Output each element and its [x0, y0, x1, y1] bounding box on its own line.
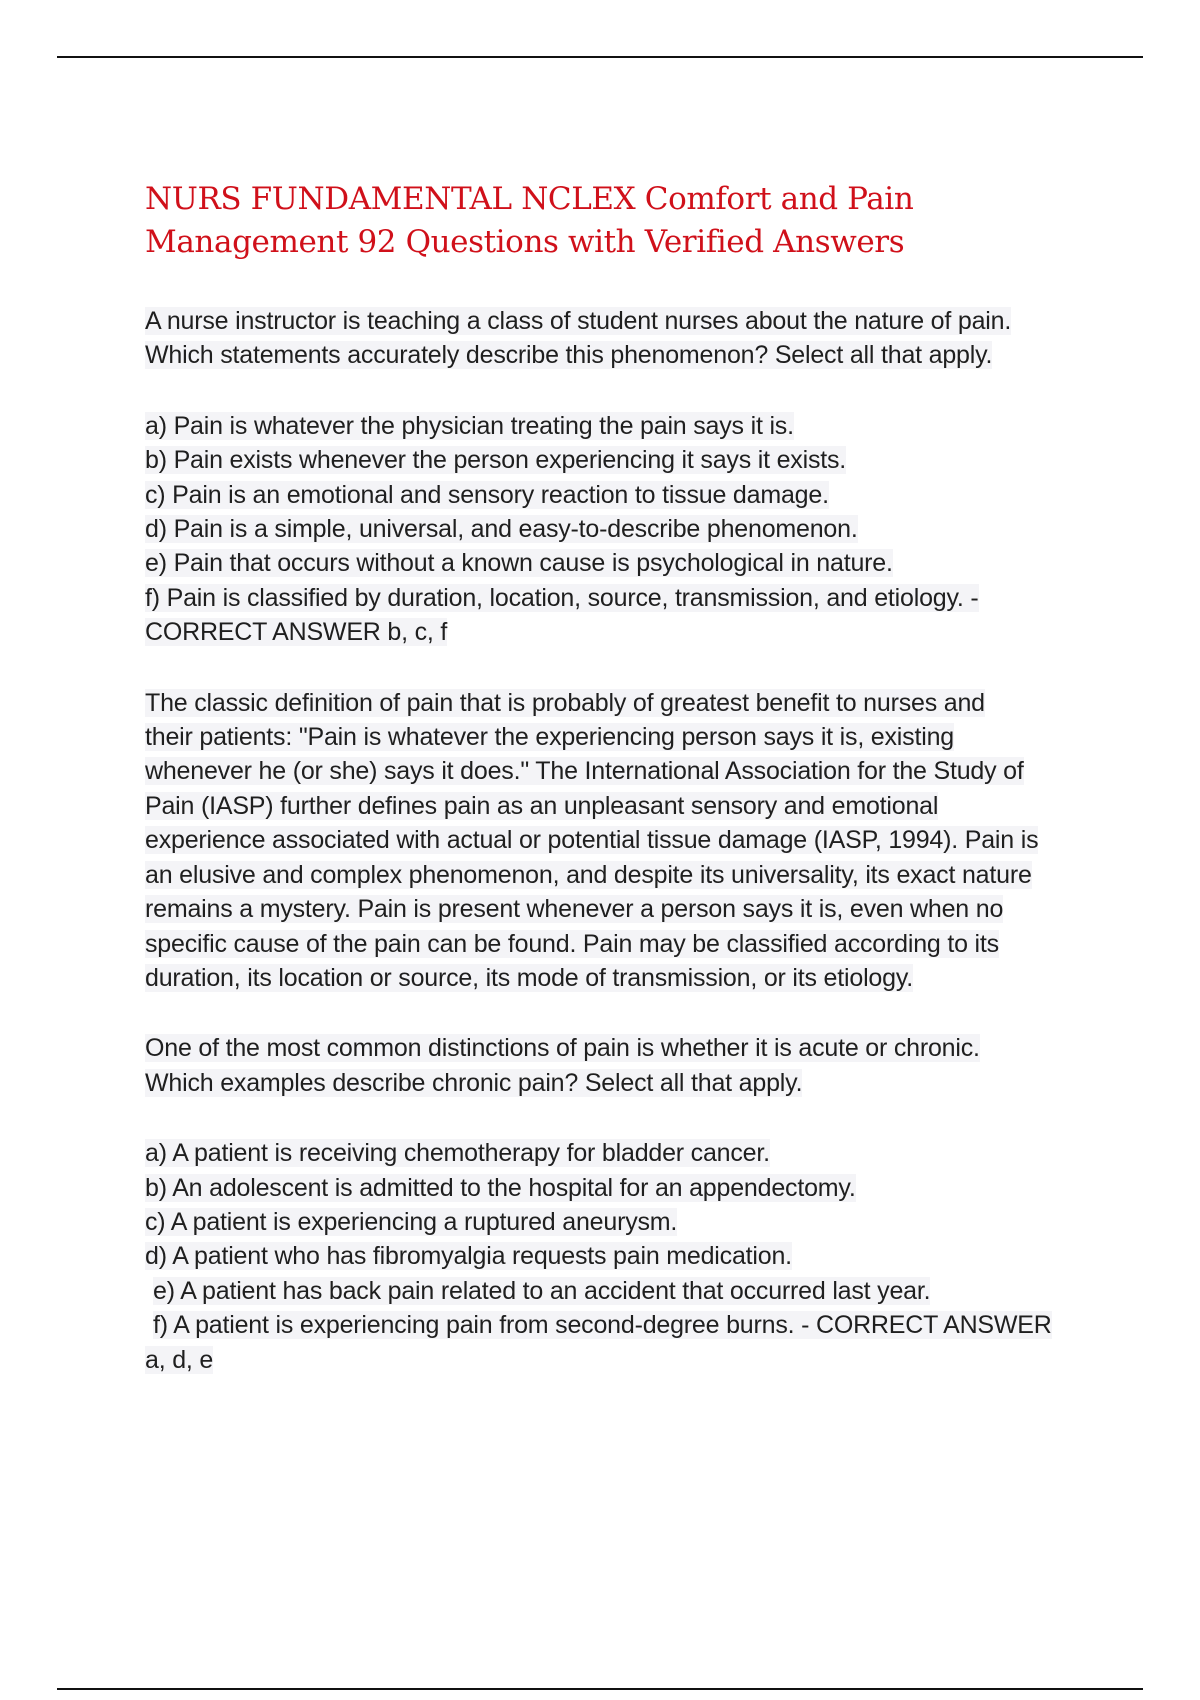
explanation-line: whenever he (or she) says it does." The International Association for the Study of: [145, 757, 1024, 786]
question-1-stem-line: Which statements accurately describe this phenomenon? Select all that apply.: [145, 341, 993, 370]
question-1-options: [145, 409, 1095, 650]
question-1-answer: CORRECT ANSWER b, c, f: [145, 618, 448, 647]
explanation-line: Pain (IASP) further defines pain as an unpleasant sensory and emotional: [145, 791, 939, 820]
question-2-option-b: b) An adolescent is admitted to the hospital for an appendectomy.: [145, 1173, 856, 1202]
document-title: [145, 178, 1095, 264]
question-2-stem-line: One of the most common distinctions of pain is whether it is acute or chronic.: [145, 1034, 980, 1063]
question-1-stem-line: A nurse instructor is teaching a class of student nurses about the nature of pain.: [145, 307, 1012, 335]
title-line: NURS FUNDAMENTAL NCLEX Comfort and Pain: [145, 181, 914, 217]
explanation-paragraph: [145, 686, 1095, 996]
title-line: Management 92 Questions with Verified Answers: [145, 224, 905, 260]
question-2-stem-line: Which examples describe chronic pain? Select all that apply.: [145, 1068, 803, 1097]
question-1-option-b: b) Pain exists whenever the person experiencing it says it exists.: [145, 446, 847, 475]
explanation-line: The classic definition of pain that is probably of greatest benefit to nurses and: [145, 688, 985, 717]
question-2-stem: [145, 1031, 1095, 1100]
explanation-line: remains a mystery. Pain is present whenever a person says it is, even when no: [145, 895, 1004, 924]
top-rule: [57, 56, 1143, 58]
question-2-option-d: d) A patient who has fibromyalgia requests pain medication.: [145, 1242, 792, 1271]
question-1-option-f: f) Pain is classified by duration, location, source, transmission, and etiology. -: [145, 583, 979, 612]
question-1-option-a: a) Pain is whatever the physician treating the pain says it is.: [145, 411, 794, 440]
explanation-line: their patients: "Pain is whatever the experiencing person says it is, existing: [145, 723, 954, 752]
explanation-line: experience associated with actual or potential tissue damage (IASP, 1994). Pain is: [145, 826, 1039, 855]
document-body: [145, 178, 1095, 1413]
question-2-option-a: a) A patient is receiving chemotherapy for bladder cancer.: [145, 1139, 770, 1168]
question-2-option-e: e) A patient has back pain related to an accident that occurred last year.: [153, 1276, 931, 1305]
question-1-stem: [145, 304, 1095, 373]
question-1-option-e: e) Pain that occurs without a known cause is psychological in nature.: [145, 549, 893, 578]
question-2-answer: a, d, e: [145, 1345, 214, 1374]
question-1-option-d: d) Pain is a simple, universal, and easy-to-describe phenomenon.: [145, 515, 858, 544]
explanation-line: duration, its location or source, its mode of transmission, or its etiology.: [145, 963, 914, 992]
question-2-options: [145, 1136, 1095, 1377]
bottom-rule: [57, 1688, 1143, 1690]
question-2-option-f: f) A patient is experiencing pain from second-degree burns. - CORRECT ANSWER: [153, 1311, 1052, 1340]
explanation-line: an elusive and complex phenomenon, and despite its universality, its exact nature: [145, 860, 1032, 889]
explanation-line: specific cause of the pain can be found. Pain may be classified according to its: [145, 929, 999, 958]
question-1-option-c: c) Pain is an emotional and sensory reaction to tissue damage.: [145, 480, 829, 509]
question-2-option-c: c) A patient is experiencing a ruptured aneurysm.: [145, 1207, 678, 1236]
